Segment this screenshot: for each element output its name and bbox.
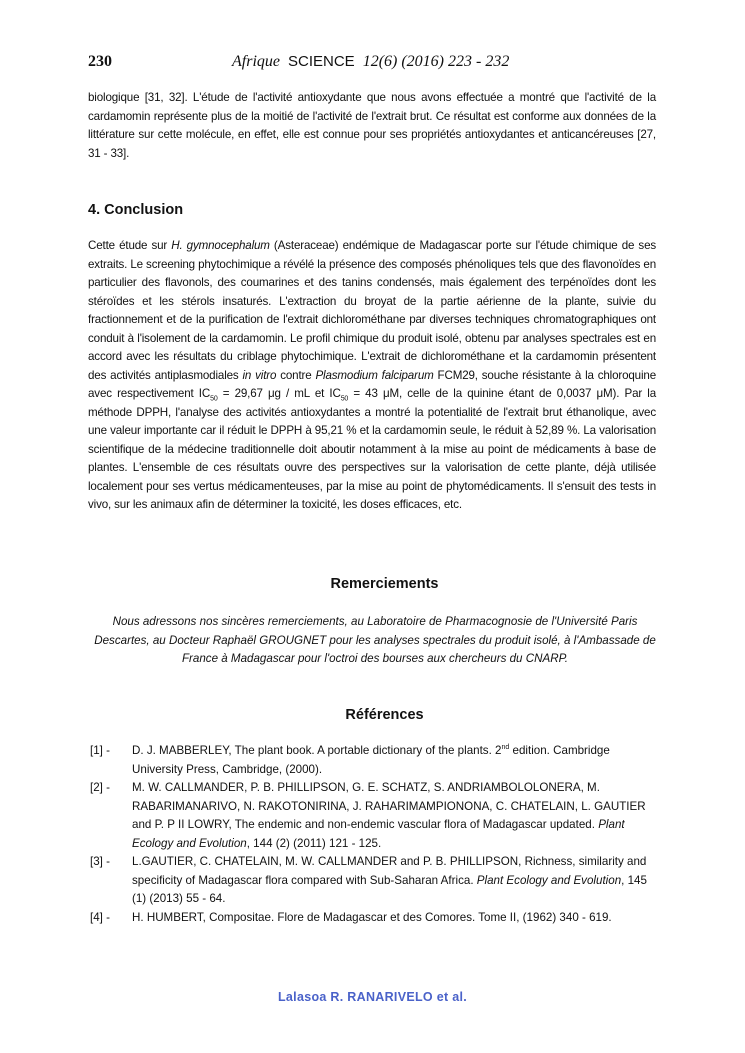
reference-number: [4] -	[90, 910, 110, 924]
reference-text: L.GAUTIER, C. CHATELAIN, M. W. CALLMANDER and P. B. PHILLIPSON, Richness, similarity and specificity of Madagascar flora compared with Sub-Saharan Africa. Plant Ecology and Evolution, 145 (1) (2013) 55 - 64.	[132, 855, 647, 905]
reference-item	[90, 779, 658, 853]
reference-item	[90, 742, 658, 779]
page-number: 230	[88, 53, 112, 70]
conclusion-paragraph: Cette étude sur H. gymnocephalum (Asteraceae) endémique de Madagascar porte sur l'étude chimique de ses extraits. Le screening phytochimique a révélé la présence des composés phénoliques tels que des flavonoïdes en particulier des flavonols, des coumarines et des tanins condensés, mais également des terpénoïdes dont les stéroïdes et les stérols insaturés. L'extraction du broyat de la partie aérienne de la plante, suivie du fractionnement et de la purification de l'extrait dichlorométhane par diverses techniques chromatographiques ont conduit à l'isolement de la cardamomin. Le profil chimique du produit isolé, obtenu par analyses spectrales est en accord avec les résultats du criblage phytochimique. L'extrait de dichlorométhane et la cardamomin présentent des activités antiplasmodiales in vitro contre Plasmodium falciparum FCM29, souche résistante à la chloroquine avec respectivement $IC_{50} = 29,67$ μg / mL et $IC_{50} = 43$ μM, celle de la quinine étant de 0,0037 μM). Par la méthode DPPH, l'analyse des activités antioxydantes a montré la potentialité de l'extrait brut éthanolique, avec une valeur importante car il réduit le DPPH à 95,21 % et la cardamomin seule, le réduit à 52,89 %. La valorisation scientifique de la médecine traditionnelle doit aboutir notamment à la mise au point de médicaments à base de plantes. L'ensemble de ces résultats ouvre des perspectives sur la valorisation de cette plante, déjà utilisée localement pour ses vertus médicamenteuses, par la mise au point de phytomédicaments. Il s'ensuit des tests in vivo, sur les animaux afin de déterminer la toxicité, les doses efficaces, etc.	[88, 239, 657, 511]
reference-text: H. HUMBERT, Compositae. Flore de Madagascar et des Comores. Tome II, (1962) 340 - 619.	[132, 910, 612, 924]
reference-number: [1] -	[90, 744, 110, 757]
running-header	[232, 53, 509, 71]
acknowledgements-text	[90, 613, 660, 669]
reference-item	[90, 909, 658, 928]
journal-citation: 12(6) (2016) 223 - 232	[362, 53, 510, 70]
species-name: H. gymnocephalum	[171, 239, 270, 252]
in-vitro-term: in vitro	[242, 368, 277, 382]
journal-name-caps: SCIENCE	[288, 53, 355, 70]
reference-item	[90, 853, 658, 909]
acknowledgements-line: Descartes, au Docteur Raphaël GROUGNET pour les analyses spectrales du produit isolé, à l'Ambassade de	[94, 633, 656, 647]
section-heading-references: Références	[345, 707, 424, 723]
acknowledgements-line: France à Madagascar pour l'octroi des bourses aux chercheurs du CNARP.	[181, 652, 569, 665]
journal-name-italic: Afrique	[232, 53, 280, 70]
reference-journal: Plant Ecology and Evolution	[476, 873, 622, 887]
acknowledgements-line: Nous adressons nos sincères remerciements, au Laboratoire de Pharmacognosie de l'Université Paris	[112, 615, 638, 628]
footer-authors: Lalasoa R. RANARIVELO et al.	[278, 990, 467, 1004]
reference-number: [2] -	[90, 781, 110, 794]
reference-text: D. J. MABBERLEY, The plant book. A portable dictionary of the plants. 2nd edition. Cambridge University Press, Cambridge, (2000).	[132, 744, 610, 776]
reference-text: M. W. CALLMANDER, P. B. PHILLIPSON, G. E. SCHATZ, S. ANDRIAMBOLOLONERA, M. RABARIMANARIVO, N. RAKOTONIRINA, J. RAHARIMAMPIONONA, C. CHATELAIN, L. GAUTIER and P. P II LOWRY, The endemic and non-endemic vascular flora of Madagascar updated. Plant Ecology and Evolution, 144 (2) (2011) 121 - 125.	[132, 781, 646, 850]
reference-list	[90, 742, 658, 927]
plasmodium-name: Plasmodium falciparum	[315, 368, 434, 382]
continuation-paragraph: biologique [31, 32]. L'étude de l'activité antioxydante que nous avons effectuée a montré que l'activité de la cardamomin représente plus de la moitié de l'activité de l'extrait brut. Ce résultat est conforme aux données de la littérature sur cette molécule, en effet, elle est connue pour ses propriétés antioxydantes et anticancéreuses [27, 31 - 33].	[88, 91, 656, 160]
reference-number: [3] -	[90, 855, 110, 868]
section-heading-conclusion: 4. Conclusion	[88, 202, 184, 218]
reference-journal: Plant Ecology and Evolution	[132, 818, 625, 850]
section-heading-acknowledgements: Remerciements	[330, 576, 439, 592]
